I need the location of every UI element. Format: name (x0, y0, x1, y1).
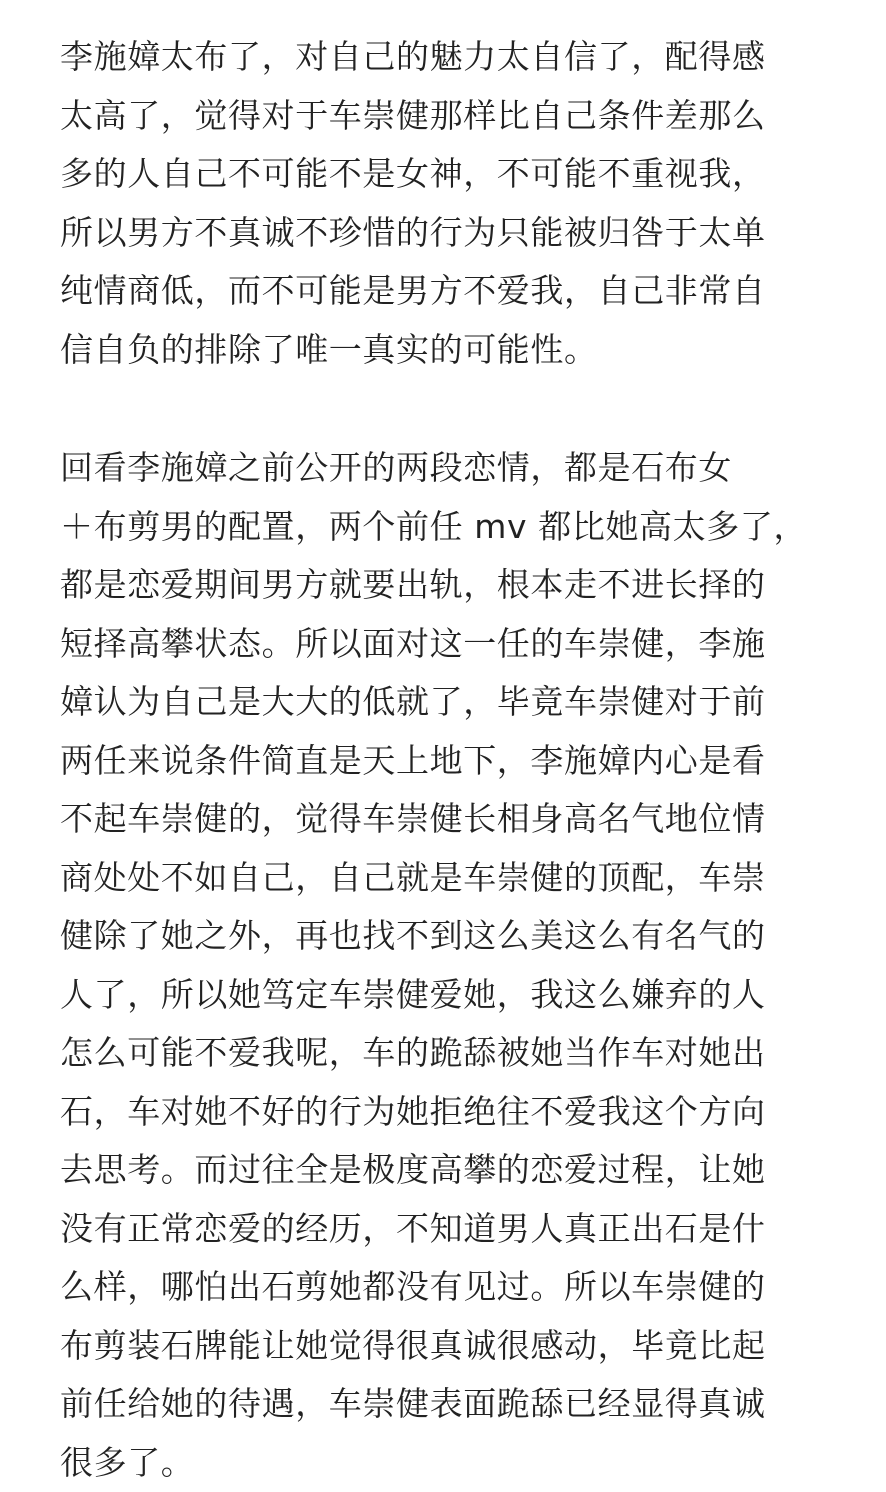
post-body (60, 28, 830, 1492)
text-line: 前任给她的待遇，车崇健表面跪舔已经显得真诚 (60, 1375, 830, 1434)
text-line: ＋布剪男的配置，两个前任 mv 都比她高太多了， (60, 498, 830, 557)
text-line: 都是恋爱期间男方就要出轨，根本走不进长择的 (60, 556, 830, 615)
text-line: 去思考。而过往全是极度高攀的恋爱过程，让她 (60, 1141, 830, 1200)
paragraph-2 (60, 439, 830, 1492)
text-line: 人了，所以她笃定车崇健爱她，我这么嫌弃的人 (60, 966, 830, 1025)
text-line: 怎么可能不爱我呢，车的跪舔被她当作车对她出 (60, 1024, 830, 1083)
text-line: 健除了她之外，再也找不到这么美这么有名气的 (60, 907, 830, 966)
text-line: 纯情商低，而不可能是男方不爱我，自己非常自 (60, 262, 830, 321)
text-line: 么样，哪怕出石剪她都没有见过。所以车崇健的 (60, 1258, 830, 1317)
text-line: 回看李施嫜之前公开的两段恋情，都是石布女 (60, 439, 830, 498)
paragraph-gap (60, 379, 830, 439)
text-line: 太高了，觉得对于车崇健那样比自己条件差那么 (60, 87, 830, 146)
text-line: 所以男方不真诚不珍惜的行为只能被归咎于太单 (60, 204, 830, 263)
text-line: 石，车对她不好的行为她拒绝往不爱我这个方向 (60, 1083, 830, 1142)
text-line: 没有正常恋爱的经历，不知道男人真正出石是什 (60, 1200, 830, 1259)
text-line: 很多了。 (60, 1434, 830, 1492)
text-line: 多的人自己不可能不是女神，不可能不重视我， (60, 145, 830, 204)
text-line: 嫜认为自己是大大的低就了，毕竟车崇健对于前 (60, 673, 830, 732)
text-line: 两任来说条件简直是天上地下，李施嫜内心是看 (60, 732, 830, 791)
text-line: 短择高攀状态。所以面对这一任的车崇健，李施 (60, 615, 830, 674)
text-line: 信自负的排除了唯一真实的可能性。 (60, 321, 830, 380)
text-line: 布剪装石牌能让她觉得很真诚很感动，毕竟比起 (60, 1317, 830, 1376)
text-line: 李施嫜太布了，对自己的魅力太自信了，配得感 (60, 28, 830, 87)
text-line: 不起车崇健的，觉得车崇健长相身高名气地位情 (60, 790, 830, 849)
text-line: 商处处不如自己，自己就是车崇健的顶配，车崇 (60, 849, 830, 908)
paragraph-1 (60, 28, 830, 379)
